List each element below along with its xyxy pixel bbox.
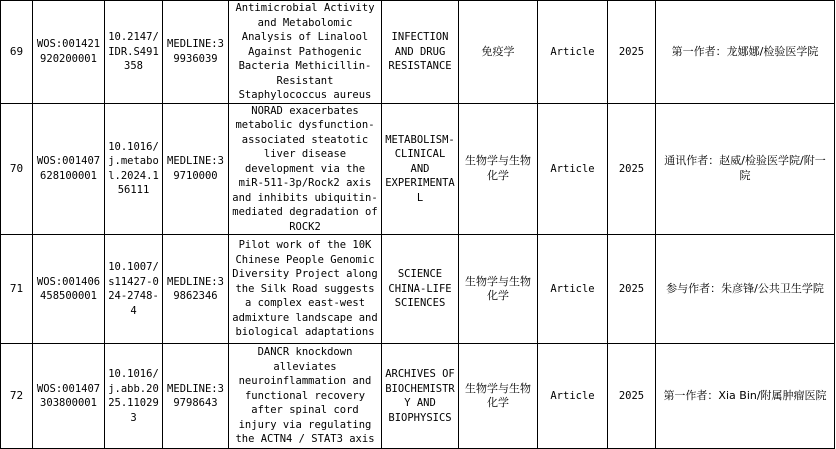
row-index: 72 [1,344,33,449]
document-type: Article [538,235,608,344]
row-index: 71 [1,235,33,344]
table-row [1,235,835,344]
doi: 10.1016/j.metabol.2024.156111 [105,103,163,235]
wos-id: WOS:001421920200001 [33,1,105,104]
table-row [1,103,835,235]
author-role: 第一作者：Xia Bin/附属肿瘤医院 [656,344,835,449]
journal-name: SCIENCE CHINA-LIFE SCIENCES [382,235,459,344]
table-row [1,1,835,104]
table-row [1,344,835,449]
author-role: 通讯作者：赵威/检验医学院/附一院 [656,103,835,235]
wos-id: WOS:001407303800001 [33,344,105,449]
subject-category: 生物学与生物化学 [459,103,538,235]
journal-name: ARCHIVES OF BIOCHEMISTRY AND BIOPHYSICS [382,344,459,449]
medline-id: MEDLINE:39798643 [163,344,229,449]
subject-category: 免疫学 [459,1,538,104]
article-title: Antimicrobial Activity and Metabolomic Analysis of Linalool Against Pathogenic Bacteria Methicillin-Resistant Staphylococcus aureus [229,1,382,104]
publication-year: 2025 [608,235,656,344]
author-role: 第一作者：龙娜娜/检验医学院 [656,1,835,104]
article-title: DANCR knockdown alleviates neuroinflammation and functional recovery after spinal cord injury via regulating the ACTN4 / STAT3 axis [229,344,382,449]
row-index: 70 [1,103,33,235]
wos-id: WOS:001407628100001 [33,103,105,235]
document-type: Article [538,103,608,235]
publication-year: 2025 [608,1,656,104]
doi: 10.1007/s11427-024-2748-4 [105,235,163,344]
article-title: NORAD exacerbates metabolic dysfunction-associated steatotic liver disease development via the miR-511-3p/Rock2 axis and inhibits ubiquitin-mediated degradation of ROCK2 [229,103,382,235]
doi: 10.1016/j.abb.2025.110293 [105,344,163,449]
medline-id: MEDLINE:39710000 [163,103,229,235]
author-role: 参与作者：朱彦锋/公共卫生学院 [656,235,835,344]
medline-id: MEDLINE:39862346 [163,235,229,344]
publication-year: 2025 [608,103,656,235]
journal-name: INFECTION AND DRUG RESISTANCE [382,1,459,104]
wos-id: WOS:001406458500001 [33,235,105,344]
publication-year: 2025 [608,344,656,449]
document-type: Article [538,1,608,104]
document-type: Article [538,344,608,449]
doi: 10.2147/IDR.S491358 [105,1,163,104]
subject-category: 生物学与生物化学 [459,344,538,449]
row-index: 69 [1,1,33,104]
article-title: Pilot work of the 10K Chinese People Genomic Diversity Project along the Silk Road suggests a complex east-west admixture landscape and biological adaptations [229,235,382,344]
subject-category: 生物学与生物化学 [459,235,538,344]
journal-name: METABOLISM-CLINICAL AND EXPERIMENTAL [382,103,459,235]
medline-id: MEDLINE:39936039 [163,1,229,104]
